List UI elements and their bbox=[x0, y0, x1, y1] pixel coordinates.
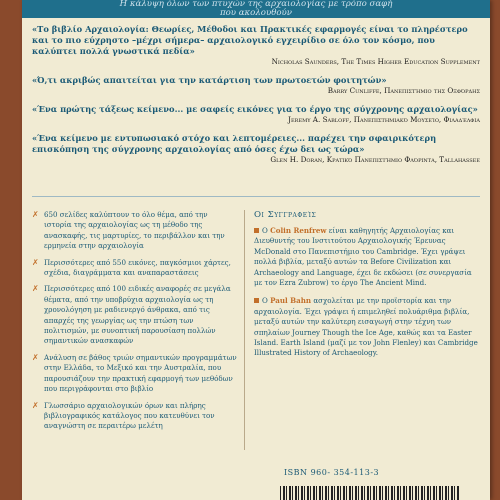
review-quote: «Ένα κείμενο με εντυπωσιακό στόχο και λεπτομέρειες... παρέχει την σφαιρικότερη επισκόπηση της σύγχρονης αρχαιολογίας από όσες έχω δει ως τώρα» bbox=[32, 133, 437, 154]
author-bio bbox=[254, 296, 480, 358]
review-item bbox=[32, 75, 480, 96]
review-quote: «Ένα πρώτης τάξεως κείμενο... με σαφείς εικόνες για το έργο της σύγχρονης αρχαιολογίας» bbox=[32, 104, 478, 114]
review-item bbox=[32, 133, 480, 165]
review-item bbox=[32, 24, 480, 67]
review-quote: «Ό,τι ακριβώς απαιτείται για την κατάρτιση των πρωτοετών φοιτητών» bbox=[32, 75, 387, 85]
x-bullet-icon: ✗ bbox=[32, 210, 39, 219]
feature-item bbox=[32, 353, 237, 395]
square-bullet-icon bbox=[254, 298, 259, 303]
feature-item bbox=[32, 210, 237, 252]
x-bullet-icon: ✗ bbox=[32, 352, 39, 362]
review-item bbox=[32, 104, 480, 125]
authors-title: Οι Συγγραφείς bbox=[254, 210, 317, 220]
features-list bbox=[32, 210, 237, 438]
feature-text: 650 σελίδες καλύπτουν το όλο θέμα, από την ιστορία της αρχαιολογίας ως τη μέθοδο της ανασκαφής, τις μαρτυρίες, το περιβάλλον και την ερμηνεία στην αρχαιολογία bbox=[44, 210, 225, 251]
section-divider bbox=[32, 196, 480, 197]
book-back-cover bbox=[22, 0, 490, 500]
reviews-section bbox=[32, 24, 480, 173]
author-name: Colin Renfrew bbox=[270, 226, 327, 235]
x-bullet-icon: ✗ bbox=[32, 284, 39, 294]
header-line-1: Η κάλυψη όλων των πτυχών της αρχαιολογίας με τρόπο σαφή bbox=[119, 0, 393, 9]
isbn-number: ISBN 960- 354-113-3 bbox=[284, 468, 380, 477]
feature-text: Γλωσσάριο αρχαιολογικών όρων και πλήρης βιβλιογραφικός κατάλογος που κατευθύνει τον αναγνώστη σε περαιτέρω μελέτη bbox=[44, 400, 215, 431]
review-source: Nicholas Saunders, The Times Higher Education Supplement bbox=[271, 57, 480, 66]
square-bullet-icon bbox=[254, 228, 259, 233]
bio-text: ασχολείται με την προϊστορία και την αρχαιολογία. Έχει γράψει ή επιμεληθεί πολυάριθμα βιβλία, μεταξύ αυτών την καλύτερη εισαγωγή στην τέχνη των σπηλαίων Journey Though the Ice Age, καθώς και τα Easter Island. Earth Island (μαζί με τον John Flenley) και Cambridge Illustrated History of Archaeology. bbox=[254, 296, 478, 358]
bio-text: είναι καθηγητής Αρχαιολογίας και Διευθυντής του Ινστιτούτου Αρχαιολογικής Έρευνας McDonald στο Πανεπιστήμιο του Cambridge. Έχει γράψει πολλά βιβλία, μεταξύ αυτών τα Before Civilization και Archaeology and Language, έχει δε εκδώσει (σε συνεργασία με τον Ezra Zubrow) το έργο The Ancient Mind. bbox=[254, 226, 472, 288]
review-quote: «Το βιβλίο Αρχαιολογία: Θεωρίες, Μέθοδοι και Πρακτικές εφαρμογές είναι το πληρέστερο και το πιο εύχρηστο –μέχρι σήμερα– αρχαιολογικό εγχειρίδιο σε όλο τον κόσμο, που καλύπτει πολλά γνωστικά πεδία» bbox=[32, 24, 468, 56]
bio-prefix: Ο bbox=[262, 296, 268, 306]
header-band bbox=[22, 0, 490, 18]
review-source: Barry Cunliffe, Πανεπιστήμιο της Οξφόρδης bbox=[327, 86, 480, 95]
bio-prefix: Ο bbox=[262, 226, 268, 235]
x-bullet-icon: ✗ bbox=[32, 400, 39, 410]
barcode-graphic bbox=[280, 486, 460, 500]
author-name: Paul Bahn bbox=[270, 296, 312, 306]
feature-text: Ανάλυση σε βάθος τριών σημαντικών προγραμμάτων στην Ελλάδα, το Μεξικό και την Αυστραλία, που παρουσιάζουν την πρακτική εφαρμογή των μεθόδων που περιγράφονται στο βιβλίο bbox=[44, 352, 237, 394]
feature-item bbox=[32, 284, 237, 346]
feature-text: Περισσότερες από 550 εικόνες, παγκόσμιοι χάρτες, σχέδια, διαγράμματα και αναπαραστάσεις bbox=[44, 257, 231, 278]
authors-section bbox=[254, 210, 480, 367]
header-line-2: που ακολουθούν bbox=[219, 8, 293, 18]
column-divider bbox=[244, 210, 245, 450]
feature-text: Περισσότερες από 100 ειδικές αναφορές σε μεγάλα θέματα, από την υποβρύχια αρχαιολογία ως τη χρονολόγηση με ραδιενεργό άνθρακα, από τις απαρχές της γεωργίας ως την πτώση των πολιτισμών, με συνοπτική παρουσίαση πολλών σημαντικών ανασκαφών bbox=[44, 284, 231, 346]
x-bullet-icon: ✗ bbox=[32, 257, 39, 267]
review-source: Glen H. Doran, Κρατικό Πανεπιστήμιο Φλόριντα, Tallahassee bbox=[270, 155, 480, 164]
feature-item bbox=[32, 401, 237, 432]
review-source: Jeremy A. Sabloff, Πανεπιστημιακό Μουσείο, Φιλαδέλφια bbox=[288, 115, 480, 124]
author-bio bbox=[254, 226, 480, 288]
feature-item bbox=[32, 258, 237, 279]
